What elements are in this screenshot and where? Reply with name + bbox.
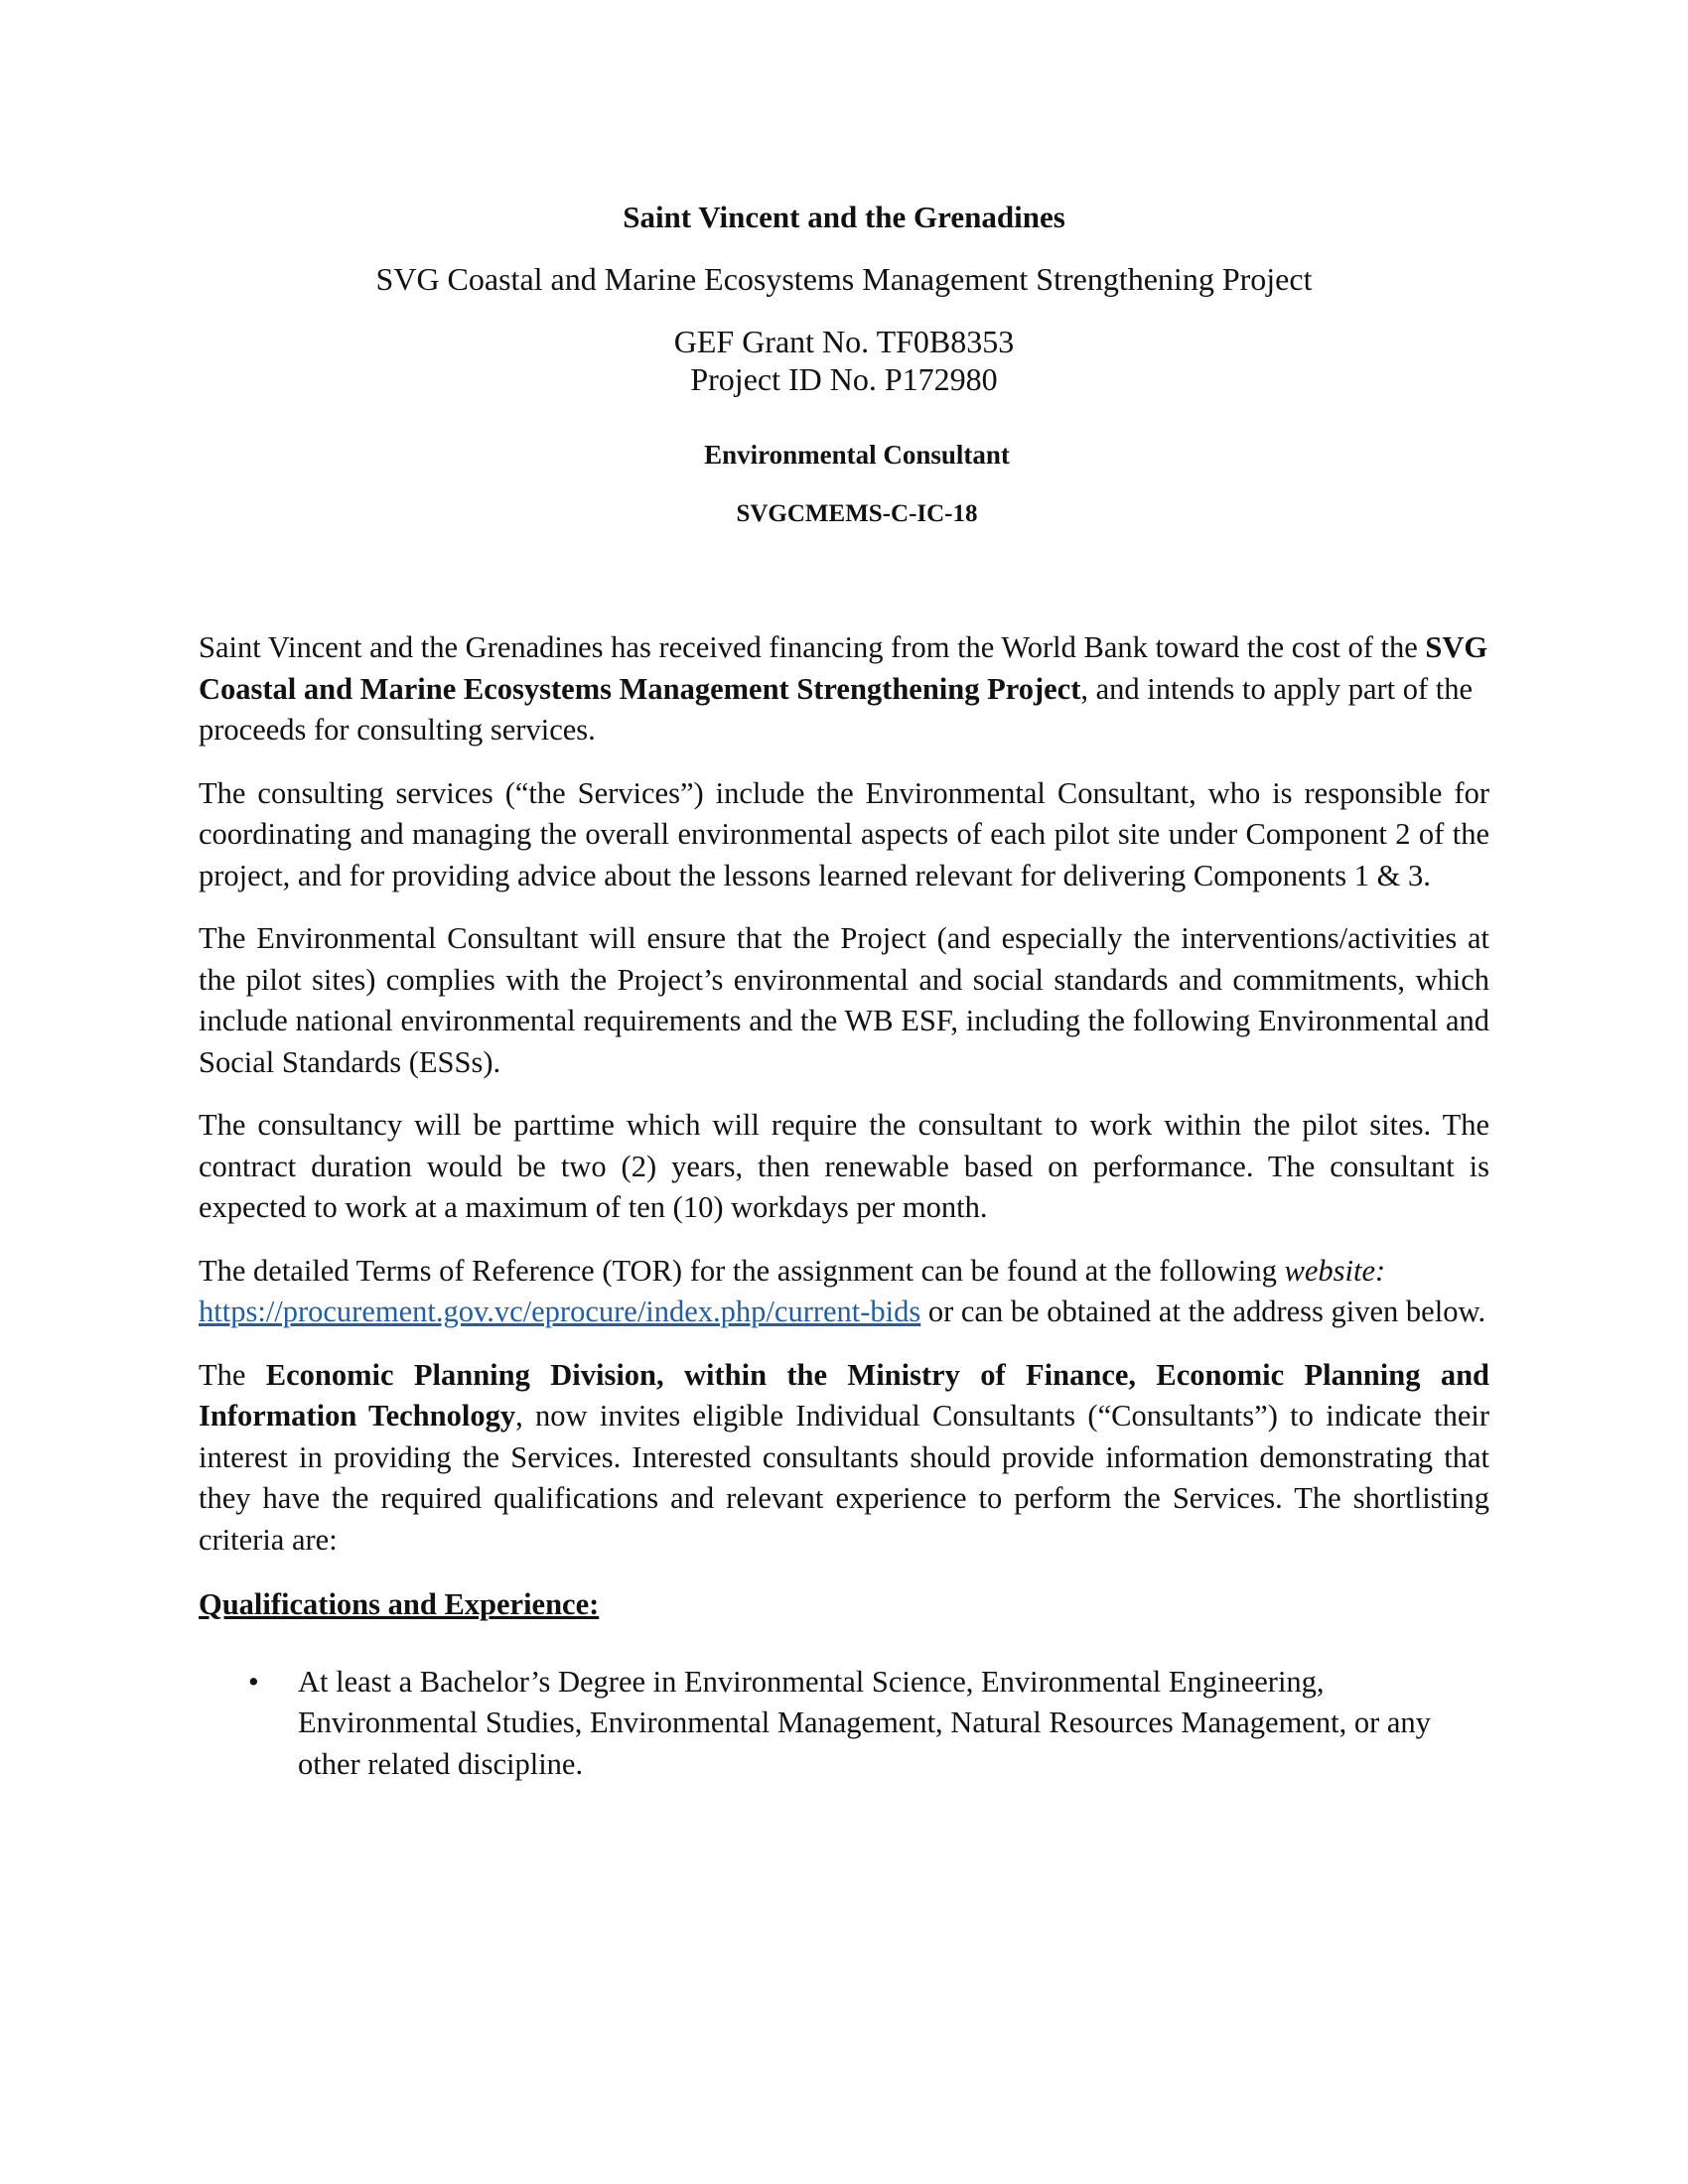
paragraph-compliance: The Environmental Consultant will ensure that the Project (and especially the interventions/activities at the pilot sites) complies with the Project’s environmental and social standards and commitments, which include national environmental requirements and the WB ESF, including the following Environmental and Social Standards (ESSs). [199,921,1489,1079]
paragraph-invitation-post: , now invites eligible Individual Consultants (“Consultants”) to indicate their interest in providing the Services. Interested consultants should provide information demonstrating that they have the required qualifications and relevant experience to perform the Services. The shortlisting criteria are: [199,1399,1489,1557]
grant-number: GEF Grant No. TF0B8353 [673,324,1015,359]
paragraph-tor-post: or can be obtained at the address given below. [920,1295,1486,1328]
country-heading: Saint Vincent and the Grenadines [623,200,1065,234]
paragraph-services: The consulting services (“the Services”) include the Environmental Consultant, who is responsible for coordinating and managing the overall environmental aspects of each pilot site under Component 2 of the project, and for providing advice about the lessons learned relevant for delivering Components 1 & 3. [199,775,1489,892]
paragraph-financing-post: , and intends to apply part of the proceeds for consulting services. [199,671,1474,747]
project-id: Project ID No. P172980 [690,361,998,397]
bullet-icon: • [248,1664,259,1699]
document-body [199,627,1489,1785]
paragraph-duration: The consultancy will be parttime which will require the consultant to work within the pilot sites. The contract duration would be two (2) years, then renewable based on performance. The consultant is expected to work at a maximum of ten (10) workdays per month. [199,1108,1489,1224]
paragraph-invitation-pre: The [199,1357,266,1392]
qualifications-list [199,1662,1489,1786]
paragraph-financing [199,627,1489,751]
position-title: Environmental Consultant [704,440,1010,470]
paragraph-tor [199,1251,1489,1333]
paragraph-invitation [199,1355,1489,1562]
procurement-link[interactable]: https://procurement.gov.vc/eprocure/index.php/current-bids [199,1295,921,1328]
project-title: SVG Coastal and Marine Ecosystems Management Strengthening Project [375,261,1313,297]
reference-number: SVGCMEMS-C-IC-18 [736,500,978,527]
paragraph-financing-project-name: SVG Coastal and Marine Ecosystems Management Strengthening Project [199,630,1488,706]
qualifications-heading: Qualifications and Experience: [199,1587,600,1621]
paragraph-invitation-division: Economic Planning Division, within the Ministry of Finance, Economic Planning and Information Technology [199,1357,1489,1433]
paragraph-tor-website-label: website: [1284,1253,1386,1288]
paragraph-financing-pre: Saint Vincent and the Grenadines has received financing from the World Bank toward the cost of the [199,630,1426,664]
list-item [199,1662,1489,1786]
qualification-text: At least a Bachelor’s Degree in Environmental Science, Environmental Engineering, Environmental Studies, Environmental Management, Natural Resources Management, or any other related discipline. [298,1664,1431,1781]
paragraph-tor-pre: The detailed Terms of Reference (TOR) for the assignment can be found at the following [199,1253,1285,1288]
